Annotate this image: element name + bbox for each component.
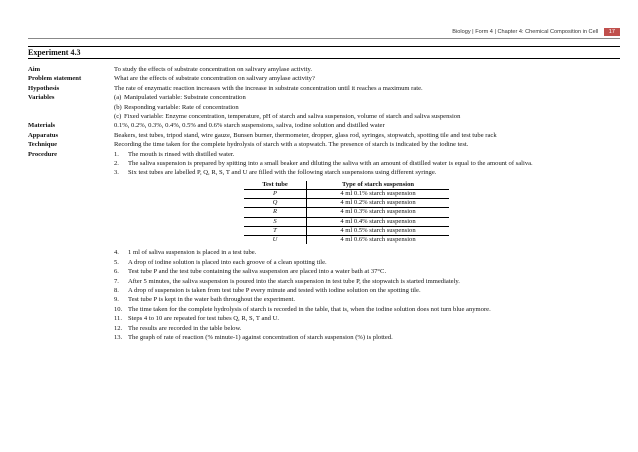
variables-label: Variables (28, 94, 55, 102)
procedure-step: 4. 1 ml of saliva suspension is placed in a test tube. (114, 249, 257, 257)
procedure-steps (114, 150, 628, 343)
variable-item: (c) Fixed variable: Enzyme concentration, temperature, pH of starch and saliva suspension, volume of starch and saliva suspension (114, 113, 461, 121)
procedure-step: 8. A drop of suspension is taken from test tube P every minute and tested with iodine solution on the spotting tile. (114, 286, 421, 294)
procedure-step: 5. A drop of iodine solution is placed into each groove of a clean spotting tile. (114, 258, 327, 266)
apparatus-text: Beakers, test tubes, tripod stand, wire gauze, Bunsen burner, thermometer, dropper, glass rod, syringes, stopwatch, spotting tile and test tube rack (114, 131, 497, 139)
procedure-label: Procedure (28, 150, 58, 158)
page-number-badge: 17 (604, 28, 620, 36)
aim-text: To study the effects of substrate concentration on salivary amylase activity. (114, 66, 313, 73)
table-header: Type of starch suspension (307, 181, 450, 190)
procedure-step: 13. The graph of rate of reaction (% minute-1) against concentration of starch suspension (%) is plotted. (114, 333, 393, 341)
variables-row (28, 93, 628, 121)
aim-label: Aim (28, 66, 41, 73)
header-divider (28, 38, 620, 39)
materials-row (28, 121, 628, 130)
procedure-step: 3. Six test tubes are labelled P, Q, R, S, T and U are filled with the following starch suspensions using different syringe. (114, 169, 437, 177)
experiment-body (28, 65, 628, 342)
table-row: U 4 ml 0.6% starch suspension (244, 236, 449, 245)
experiment-title: Experiment 4.3 (28, 46, 620, 59)
procedure-step: 1. The mouth is rinsed with distilled water. (114, 150, 235, 158)
table-row: Q 4 ml 0.2% starch suspension (244, 199, 449, 208)
aim-row (28, 65, 628, 74)
apparatus-label: Apparatus (28, 131, 59, 139)
table-header: Test tube (244, 181, 307, 190)
materials-text: 0.1%, 0.2%, 0.3%, 0.4%, 0.5% and 0.6% starch suspensions, saliva, iodine solution and distilled water (114, 122, 385, 130)
hypothesis-row (28, 84, 628, 93)
procedure-step: 11. Steps 4 to 10 are repeated for test tubes Q, R, S, T and U. (114, 315, 280, 323)
variable-item: (b) Responding variable: Rate of concentration (114, 103, 239, 111)
procedure-step: 7. After 5 minutes, the saliva suspension is poured into the starch suspension in test tube P, the stopwatch is started immediately. (114, 277, 460, 285)
technique-row (28, 140, 628, 149)
table-row: T 4 ml 0.5% starch suspension (244, 226, 449, 235)
procedure-step: 10. The time taken for the complete hydrolysis of starch is recorded in the table, that is, when the iodine solution does not turn blue anymore. (114, 305, 491, 313)
table-row: P 4 ml 0.1% starch suspension (244, 190, 449, 199)
variable-item: (a) Manipulated variable: Substrate concentration (114, 94, 246, 102)
header-title: Biology | Form 4 | Chapter 4: Chemical Composition in Cell (452, 29, 599, 35)
procedure-step: 9. Test tube P is kept in the water bath throughout the experiment. (114, 296, 296, 304)
materials-label: Materials (28, 122, 56, 130)
hypothesis-label: Hypothesis (28, 84, 60, 92)
procedure-step: 12. The results are recorded in the table below. (114, 324, 242, 332)
problem-row (28, 74, 628, 83)
procedure-step: 2. The saliva suspension is prepared by spitting into a small beaker and diluting the saliva with an amount of distilled water is equal to the amount of saliva. (114, 160, 533, 168)
apparatus-row (28, 131, 628, 140)
procedure-step: 6. Test tube P and the test tube containing the saliva suspension are placed into a water bath at 37°C. (114, 268, 387, 276)
technique-label: Technique (28, 141, 58, 149)
page-header (200, 28, 620, 36)
table-header-row (244, 181, 449, 190)
problem-text: What are the effects of substrate concentration on salivary amylase activity? (114, 75, 315, 83)
problem-label: Problem statement (28, 75, 82, 83)
starch-suspension-table (244, 181, 449, 244)
table-row: S 4 ml 0.4% starch suspension (244, 217, 449, 226)
variables-list (114, 93, 628, 121)
technique-text: Recording the time taken for the complete hydrolysis of starch with a stopwatch. The presence of starch is indicated by the iodine test. (114, 141, 469, 149)
table-row: R 4 ml 0.3% starch suspension (244, 208, 449, 217)
procedure-row (28, 150, 628, 343)
hypothesis-text: The rate of enzymatic reaction increases with the increase in substrate concentration until it reaches a maximum rate. (114, 84, 423, 92)
